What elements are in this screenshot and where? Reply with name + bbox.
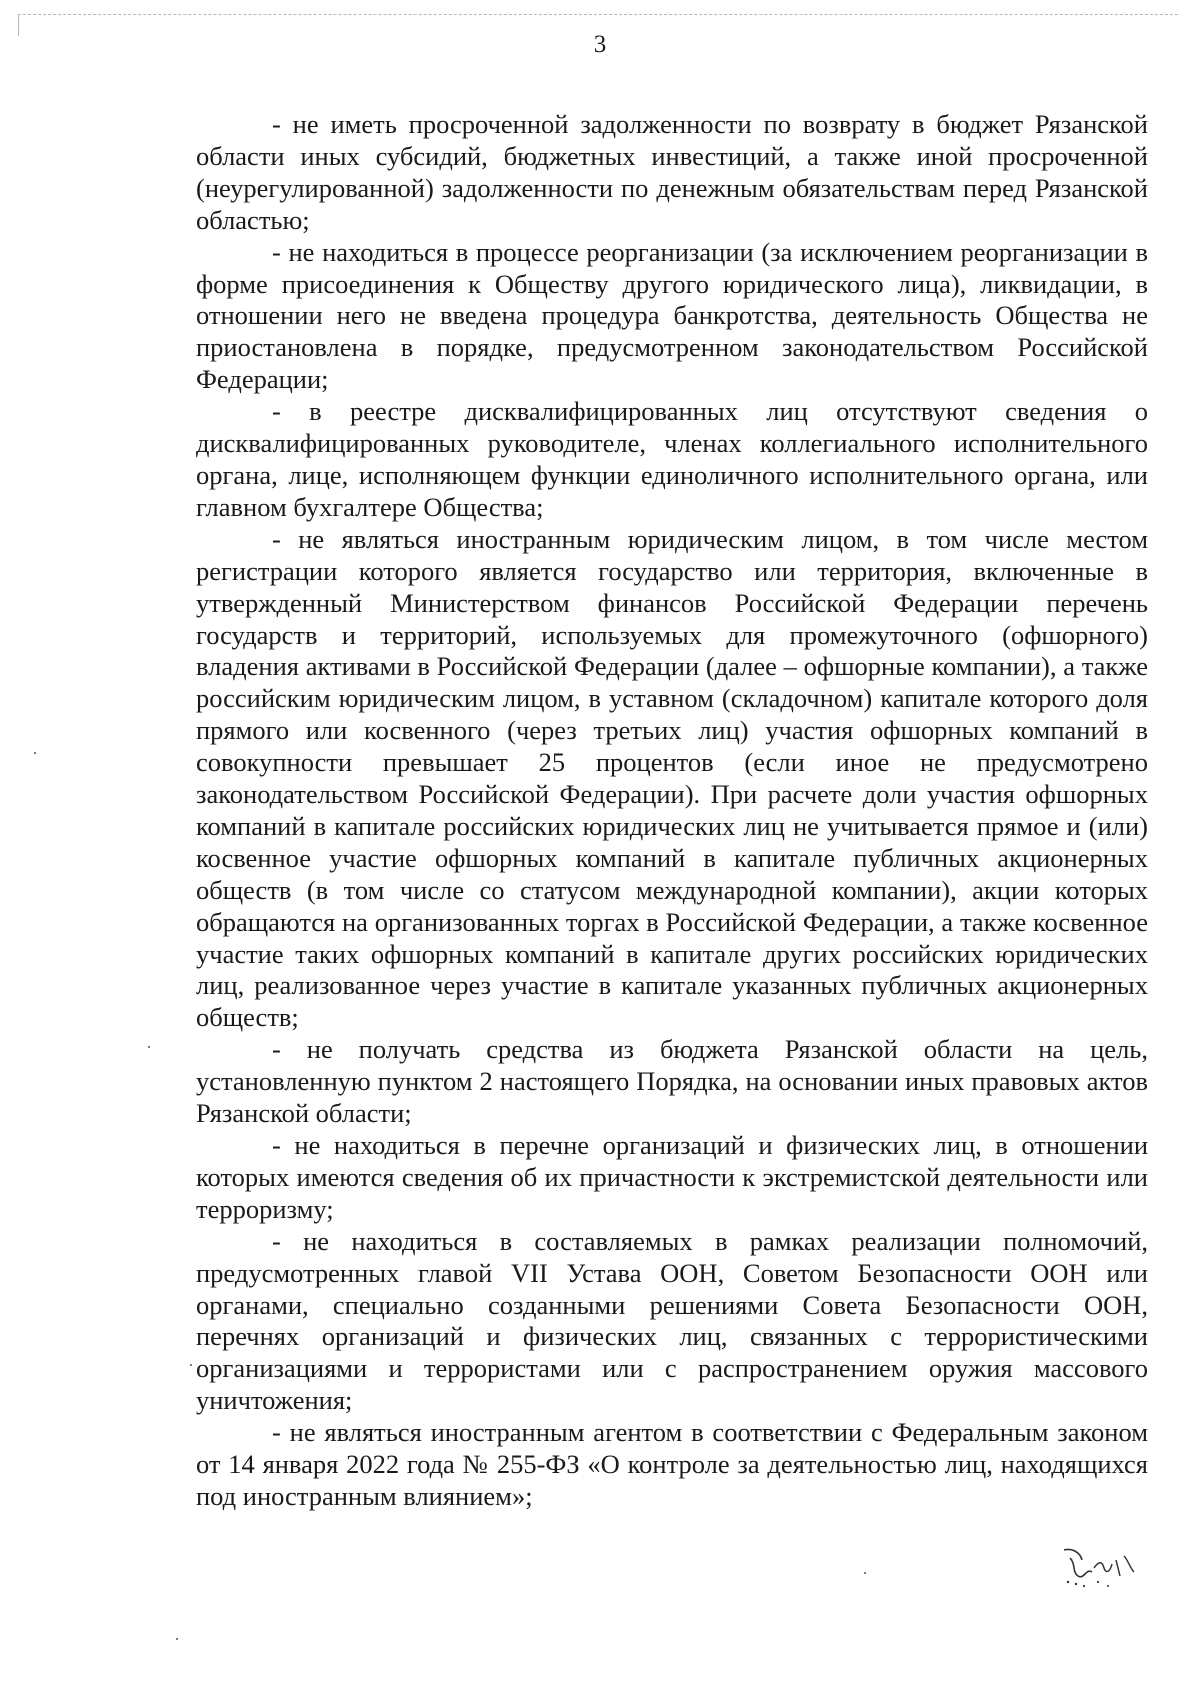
paragraph-budget-funds: - не получать средства из бюджета Рязанской области на цель, установленную пунктом 2 настоящего Порядка, на основании иных правовых актов Рязанской области;: [196, 1034, 1148, 1129]
paragraph-reorganization: - не находиться в процессе реорганизации (за исключением реорганизации в форме присоединения к Обществу другого юридического лица), ликвидации, в отношении него не введена процедура банкротства, деятельность Общества не приостановлена в порядке, предусмотренном законодательством Российской Федерации;: [196, 236, 1148, 395]
paragraph-foreign-agent: - не являться иностранным агентом в соответствии с Федеральным законом от 14 января 2022 года № 255-ФЗ «О контроле за деятельностью лиц, находящихся под иностранным влиянием»;: [196, 1417, 1148, 1511]
page-number: 3: [593, 31, 607, 58]
scan-speck: [148, 1046, 150, 1048]
scan-edge-top: [18, 14, 1178, 15]
scan-speck: [176, 1638, 178, 1640]
paragraph-offshore-companies: - не являться иностранным юридическим лицом, в том числе местом регистрации которого является государство или территория, включенные в утвержденный Министерством финансов Российской Федерации перечень государств и территорий, используемых для промежуточного (офшорного) владения активами в Российской Федерации (далее – офшорные компании), а также российским юридическим лицом, в уставном (складочном) капитале которого доля прямого или косвенного (через третьих лиц) участия офшорных компаний в совокупности превышает 25 процентов (если иное не предусмотрено законодательством Российской Федерации). При расчете доли участия офшорных компаний в капитале российских юридических лиц не учитывается прямое и (или) косвенное участие офшорных компаний в капитале публичных акционерных обществ (в том числе со статусом международной компании), акции которых обращаются на организованных торгах в Российской Федерации, а также косвенное участие таких офшорных компаний в капитале других российских юридических лиц, реализованное через участие в капитале указанных публичных акционерных обществ;: [196, 523, 1148, 1033]
paragraph-disqualified-persons: - в реестре дисквалифицированных лиц отсутствуют сведения о дисквалифицированных руководителе, членах коллегиального исполнительного органа, лице, исполняющем функции единоличного исполнительного органа, или главном бухгалтере Общества;: [196, 396, 1148, 522]
document-body: [196, 109, 1148, 1513]
paragraph-extremism-list: - не находиться в перечне организаций и физических лиц, в отношении которых имеются сведения об их причастности к экстремистской деятельности или терроризму;: [196, 1130, 1148, 1224]
handwritten-initials-icon: [1058, 1538, 1138, 1608]
scan-speck: [190, 1364, 192, 1366]
paragraph-un-sanctions: - не находиться в составляемых в рамках реализации полномочий, предусмотренных главой VII Устава ООН, Советом Безопасности ООН или органами, специально созданными решениями Совета Безопасности ООН, перечнях организаций и физических лиц, связанных с террористическими организациями и террористами или с распространением оружия массового уничтожения;: [196, 1225, 1148, 1416]
scan-speck: [34, 752, 36, 754]
scan-speck: [864, 1572, 866, 1574]
paragraph-overdue-debt: - не иметь просроченной задолженности по возврату в бюджет Рязанской области иных субсидий, бюджетных инвестиций, а также иной просроченной (неурегулированной) задолженности по денежным обязательствам перед Рязанской областью;: [196, 109, 1148, 235]
